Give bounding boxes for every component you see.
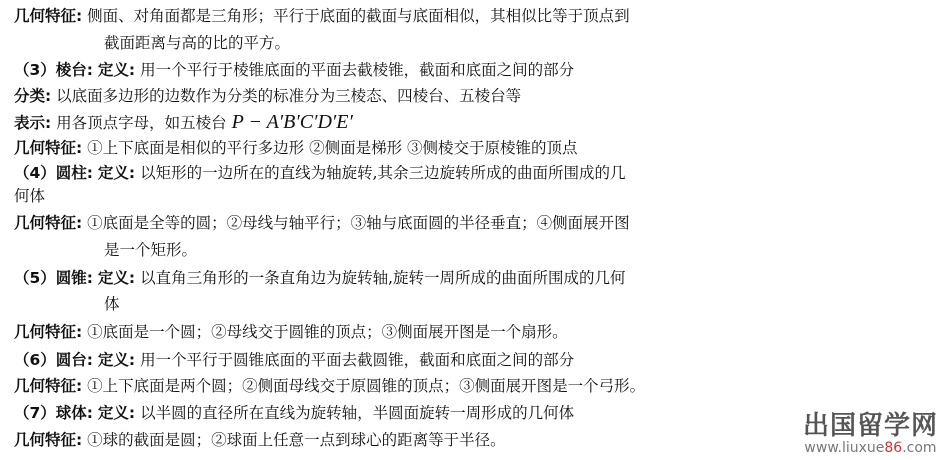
line-frustum-cone-definition [14, 350, 574, 370]
line-notation [14, 112, 353, 133]
line-label: （4）圆柱: [14, 164, 93, 182]
line-geometric-features-cone [14, 322, 568, 342]
line-frustum-definition [14, 60, 574, 80]
line-label: （7）球体: [14, 404, 93, 422]
line-text: 侧面、对角面都是三角形；平行于底面的截面与底面相似，其相似比等于顶点到 [87, 7, 630, 25]
watermark-url-part: www.liuxue [804, 440, 885, 456]
line-text: 以半圆的直径所在直线为旋转轴，半圆面旋转一周形成的几何体 [140, 404, 575, 422]
line-text: ①上下底面是相似的平行多边形 ②侧面是梯形 ③侧棱交于原棱锥的顶点 [87, 139, 578, 157]
line-cylinder-definition [14, 163, 626, 183]
line-text: 是一个矩形。 [104, 241, 198, 259]
line-sublabel: 定义: [97, 404, 136, 422]
line-text: 用一个平行于圆锥底面的平面去截圆锥，截面和底面之间的部分 [140, 351, 575, 369]
line-text: 以直角三角形的一条直角边为旋转轴,旋转一周所成的曲面所围成的几何 [140, 269, 626, 287]
line-continuation [104, 33, 290, 53]
line-label: 几何特征: [14, 214, 83, 232]
line-text: 用一个平行于棱锥底面的平面去截棱锥，截面和底面之间的部分 [140, 61, 575, 79]
line-label: 几何特征: [14, 323, 83, 341]
line-sublabel: 定义: [97, 61, 136, 79]
line-text: 体 [104, 295, 120, 313]
watermark-title: 出国留学网 [802, 411, 938, 441]
line-text: 截面距离与高的比的平方。 [104, 34, 291, 52]
watermark-url [803, 440, 938, 456]
line-continuation [104, 294, 120, 314]
line-text: ①底面是全等的圆；②母线与轴平行；③轴与底面圆的半径垂直；④侧面展开图 [87, 214, 630, 232]
formula: P − A′B′C′D′E′ [231, 111, 353, 133]
line-classification [14, 86, 521, 106]
line-text: 用各顶点字母，如五棱台 [56, 114, 227, 132]
line-label: 几何特征: [14, 431, 83, 449]
line-geometric-features-sphere [14, 430, 506, 450]
line-geometric-features-frustum [14, 138, 578, 158]
line-cone-definition [14, 268, 626, 288]
line-geometric-features-cylinder [14, 213, 630, 233]
watermark-url-part: .com [902, 440, 937, 456]
site-watermark [803, 405, 938, 456]
line-sublabel: 定义: [97, 351, 136, 369]
watermark-url-highlight: 86 [884, 440, 903, 456]
line-label: 几何特征: [14, 377, 83, 395]
line-label: 几何特征: [14, 139, 83, 157]
line-label: （3）棱台: [14, 61, 93, 79]
line-geometric-features-pyramid [14, 6, 630, 26]
line-continuation [104, 240, 197, 260]
line-text: ①上下底面是两个圆；②侧面母线交于原圆锥的顶点；③侧面展开图是一个弓形。 [87, 377, 646, 395]
line-text: 何体 [14, 187, 46, 205]
line-label: （6）圆台: [14, 351, 93, 369]
line-sublabel: 定义: [97, 269, 136, 287]
line-geometric-features-frustum-cone [14, 376, 645, 396]
line-text: ①底面是一个圆；②母线交于圆锥的顶点；③侧面展开图是一个扇形。 [87, 323, 568, 341]
line-label: （5）圆锥: [14, 269, 93, 287]
line-text: ①球的截面是圆；②球面上任意一点到球心的距离等于半径。 [87, 431, 506, 449]
line-continuation [14, 186, 45, 206]
line-sublabel: 定义: [97, 164, 136, 182]
line-label: 分类: [14, 87, 52, 105]
line-label: 几何特征: [14, 7, 83, 25]
line-sphere-definition [14, 403, 574, 423]
line-label: 表示: [14, 114, 52, 132]
line-text: 以矩形的一边所在的直线为轴旋转,其余三边旋转所成的曲面所围成的几 [140, 164, 626, 182]
line-text: 以底面多边形的边数作为分类的标准分为三棱态、四棱台、五棱台等 [56, 87, 522, 105]
